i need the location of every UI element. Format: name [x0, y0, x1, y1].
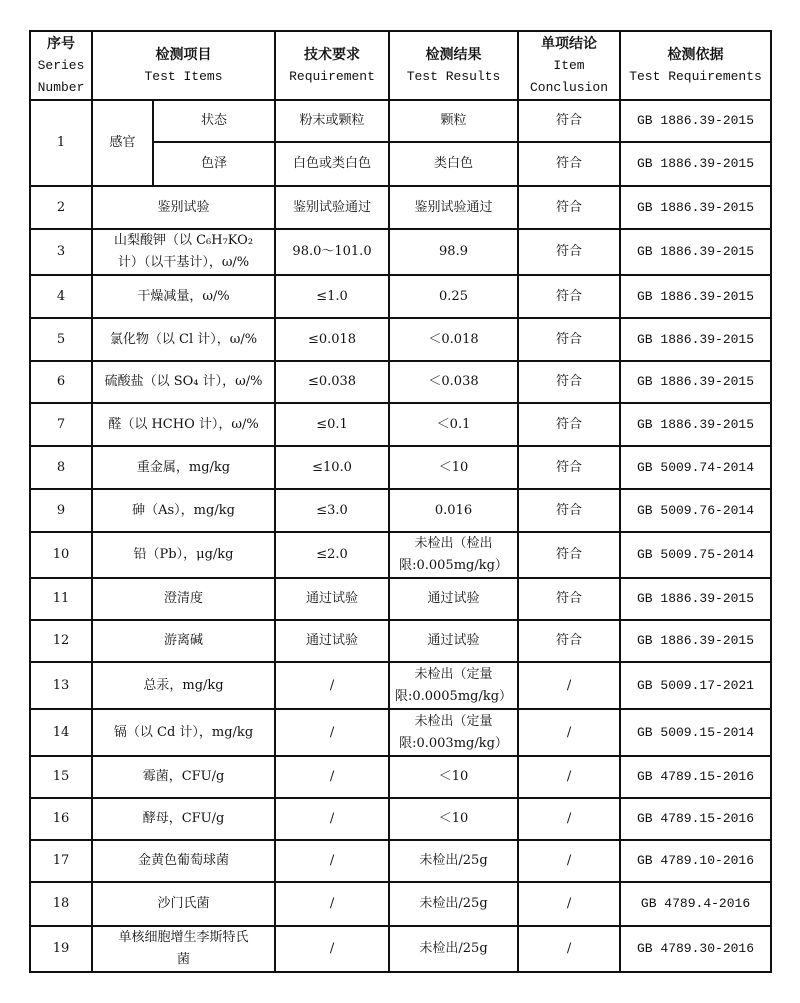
- item-name: 硫酸盐（以 SO₄ 计），ω/%: [92, 361, 275, 403]
- table-row: [30, 318, 771, 361]
- item-name-line1: 单核细胞增生李斯特氏: [118, 930, 249, 945]
- basis: GB 1886.39-2015: [620, 142, 771, 186]
- header-series: [30, 31, 92, 100]
- conclusion: 符合: [518, 361, 620, 403]
- requirement: 粉末或颗粒: [275, 100, 389, 142]
- item-name: 总汞，mg/kg: [92, 662, 275, 709]
- requirement: /: [275, 926, 389, 972]
- item-name-line2: 计）（以干基计），ω/%: [117, 255, 250, 270]
- requirement: 鉴别试验通过: [275, 186, 389, 229]
- header-results: [389, 31, 518, 100]
- conclusion: 符合: [518, 100, 620, 142]
- row-number: 9: [30, 489, 92, 532]
- result: ＜0.038: [389, 361, 518, 403]
- conclusion: /: [518, 926, 620, 972]
- row-number: 4: [30, 275, 92, 318]
- header-items-zh: 检测项目: [155, 46, 212, 63]
- header-conclusion-en1: Item: [553, 57, 585, 73]
- item-name: 干燥减量，ω/%: [92, 275, 275, 318]
- item-name: 色泽: [153, 142, 275, 186]
- table-row: [30, 840, 771, 882]
- result-line1: 未检出（检出: [414, 536, 493, 551]
- table-row: [30, 620, 771, 662]
- row-number: 6: [30, 361, 92, 403]
- table-row: [30, 275, 771, 318]
- requirement: /: [275, 756, 389, 798]
- header-results-zh: 检测结果: [425, 46, 482, 63]
- row-number: 19: [30, 926, 92, 972]
- result: 未检出/25g: [389, 840, 518, 882]
- result: ＜0.018: [389, 318, 518, 361]
- result: 0.016: [389, 489, 518, 532]
- row-number: 15: [30, 756, 92, 798]
- header-row: [30, 31, 771, 100]
- result: 通过试验: [389, 578, 518, 620]
- table-row: [30, 446, 771, 489]
- header-items-en: Test Items: [144, 68, 223, 84]
- table-row: [30, 926, 771, 972]
- basis: GB 1886.39-2015: [620, 318, 771, 361]
- result: ＜10: [389, 446, 518, 489]
- row-number: 11: [30, 578, 92, 620]
- table-row: [30, 882, 771, 926]
- result: [389, 662, 518, 709]
- basis: GB 4789.15-2016: [620, 798, 771, 840]
- result-line2: 限:0.003mg/kg）: [399, 735, 508, 751]
- conclusion: 符合: [518, 275, 620, 318]
- conclusion: /: [518, 756, 620, 798]
- basis: GB 1886.39-2015: [620, 275, 771, 318]
- result: ＜10: [389, 798, 518, 840]
- header-series-en1: Series: [37, 57, 85, 73]
- basis: GB 4789.10-2016: [620, 840, 771, 882]
- row-number: 8: [30, 446, 92, 489]
- result: 未检出/25g: [389, 882, 518, 926]
- item-name: 霉菌，CFU/g: [92, 756, 275, 798]
- conclusion: /: [518, 798, 620, 840]
- table-row: [30, 403, 771, 446]
- table-row: [30, 798, 771, 840]
- table-row: [30, 578, 771, 620]
- conclusion: 符合: [518, 620, 620, 662]
- item-name: 酵母，CFU/g: [92, 798, 275, 840]
- item-name: 镉（以 Cd 计），mg/kg: [92, 709, 275, 756]
- result: 未检出/25g: [389, 926, 518, 972]
- header-series-en2: Number: [37, 79, 85, 95]
- requirement: ≤0.018: [275, 318, 389, 361]
- header-results-en: Test Results: [406, 68, 501, 84]
- table-row: [30, 662, 771, 709]
- result: [389, 532, 518, 578]
- basis: GB 1886.39-2015: [620, 186, 771, 229]
- table-row: [30, 186, 771, 229]
- item-name: 醛（以 HCHO 计），ω/%: [92, 403, 275, 446]
- requirement: ≤1.0: [275, 275, 389, 318]
- row-number: 16: [30, 798, 92, 840]
- requirement: 通过试验: [275, 578, 389, 620]
- conclusion: 符合: [518, 578, 620, 620]
- conclusion: 符合: [518, 403, 620, 446]
- result: ＜10: [389, 756, 518, 798]
- conclusion: 符合: [518, 229, 620, 275]
- result-line1: 未检出（定量: [414, 666, 493, 682]
- requirement: ≤0.038: [275, 361, 389, 403]
- table-row: [30, 756, 771, 798]
- requirement: /: [275, 662, 389, 709]
- header-requirement-en: Requirement: [289, 68, 375, 84]
- table-row: [30, 532, 771, 578]
- item-name: 游离碱: [92, 620, 275, 662]
- table-row: [30, 489, 771, 532]
- item-name: 重金属，mg/kg: [92, 446, 275, 489]
- header-requirement-zh: 技术要求: [304, 46, 361, 63]
- basis: GB 5009.75-2014: [620, 532, 771, 578]
- item-name: 砷（As），mg/kg: [92, 489, 275, 532]
- basis: GB 4789.30-2016: [620, 926, 771, 972]
- basis: GB 5009.15-2014: [620, 709, 771, 756]
- requirement: /: [275, 798, 389, 840]
- header-basis: [620, 31, 771, 100]
- item-name-line1: 山梨酸钾（以 C₆H₇KO₂: [113, 233, 254, 248]
- basis: GB 5009.74-2014: [620, 446, 771, 489]
- result: [389, 709, 518, 756]
- basis: GB 1886.39-2015: [620, 620, 771, 662]
- table-row: [30, 709, 771, 756]
- conclusion: 符合: [518, 532, 620, 578]
- result: 通过试验: [389, 620, 518, 662]
- result: ＜0.1: [389, 403, 518, 446]
- result: 98.9: [389, 229, 518, 275]
- requirement: ≤10.0: [275, 446, 389, 489]
- result: 鉴别试验通过: [389, 186, 518, 229]
- conclusion: 符合: [518, 318, 620, 361]
- row-number: 3: [30, 229, 92, 275]
- header-basis-en: Test Requirements: [629, 68, 762, 84]
- item-name: [92, 229, 275, 275]
- row-number: 17: [30, 840, 92, 882]
- item-name: 铅（Pb），μg/kg: [92, 532, 275, 578]
- result-line1: 未检出（定量: [414, 713, 493, 729]
- basis: GB 4789.4-2016: [620, 882, 771, 926]
- row-number: 18: [30, 882, 92, 926]
- requirement: ≤2.0: [275, 532, 389, 578]
- requirement: ≤3.0: [275, 489, 389, 532]
- item-name: 金黄色葡萄球菌: [92, 840, 275, 882]
- row-number: 5: [30, 318, 92, 361]
- result-line2: 限:0.0005mg/kg）: [394, 688, 513, 704]
- table-row: [30, 361, 771, 403]
- item-name: 氯化物（以 Cl 计），ω/%: [92, 318, 275, 361]
- item-name: [92, 926, 275, 972]
- item-name: 沙门氏菌: [92, 882, 275, 926]
- conclusion: 符合: [518, 142, 620, 186]
- row-number: 7: [30, 403, 92, 446]
- result: 颗粒: [389, 100, 518, 142]
- item-name: 鉴别试验: [92, 186, 275, 229]
- basis: GB 1886.39-2015: [620, 403, 771, 446]
- conclusion: /: [518, 882, 620, 926]
- requirement: ≤0.1: [275, 403, 389, 446]
- conclusion: /: [518, 840, 620, 882]
- header-conclusion-en2: Conclusion: [530, 79, 609, 95]
- row-number: 1: [30, 100, 92, 186]
- header-conclusion: [518, 31, 620, 100]
- test-report-table: [29, 30, 772, 973]
- row-number: 14: [30, 709, 92, 756]
- basis: GB 4789.15-2016: [620, 756, 771, 798]
- header-basis-zh: 检测依据: [667, 46, 724, 63]
- table-row: [30, 229, 771, 275]
- result: 0.25: [389, 275, 518, 318]
- item-group: 感官: [92, 100, 153, 186]
- requirement: 通过试验: [275, 620, 389, 662]
- basis: GB 1886.39-2015: [620, 100, 771, 142]
- item-name: 状态: [153, 100, 275, 142]
- requirement: /: [275, 840, 389, 882]
- header-items: [92, 31, 275, 100]
- table-row: [30, 100, 771, 142]
- basis: GB 1886.39-2015: [620, 229, 771, 275]
- result-line2: 限:0.005mg/kg）: [399, 558, 508, 573]
- item-name-line2: 菌: [177, 952, 191, 967]
- requirement: /: [275, 882, 389, 926]
- basis: GB 1886.39-2015: [620, 578, 771, 620]
- header-series-zh: 序号: [47, 35, 75, 52]
- row-number: 10: [30, 532, 92, 578]
- row-number: 2: [30, 186, 92, 229]
- requirement: /: [275, 709, 389, 756]
- conclusion: 符合: [518, 186, 620, 229]
- row-number: 13: [30, 662, 92, 709]
- header-conclusion-zh: 单项结论: [541, 35, 598, 52]
- row-number: 12: [30, 620, 92, 662]
- result: 类白色: [389, 142, 518, 186]
- basis: GB 1886.39-2015: [620, 361, 771, 403]
- conclusion: /: [518, 709, 620, 756]
- conclusion: 符合: [518, 446, 620, 489]
- conclusion: 符合: [518, 489, 620, 532]
- requirement: 白色或类白色: [275, 142, 389, 186]
- item-name: 澄清度: [92, 578, 275, 620]
- basis: GB 5009.76-2014: [620, 489, 771, 532]
- conclusion: /: [518, 662, 620, 709]
- requirement: 98.0～101.0: [275, 229, 389, 275]
- header-requirement: [275, 31, 389, 100]
- basis: GB 5009.17-2021: [620, 662, 771, 709]
